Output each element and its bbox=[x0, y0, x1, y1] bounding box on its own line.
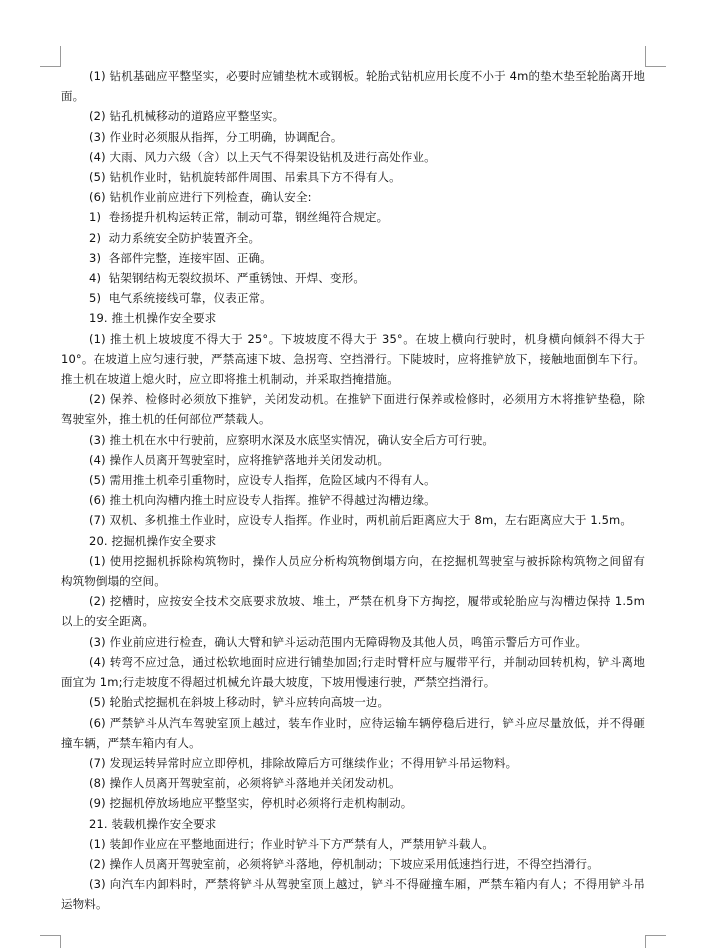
paragraph: 21. 装载机操作安全要求 bbox=[89, 816, 217, 831]
paragraph: (7) 双机、多机推土作业时，应设专人指挥。作业时，两机前后距离应大于 8m，左右距离应大于 1.5m。 bbox=[89, 513, 633, 528]
corner-mark-bottom-left bbox=[40, 935, 61, 948]
corner-mark-top-right bbox=[645, 46, 666, 67]
corner-mark-bottom-right bbox=[645, 935, 666, 948]
sub-list-item: 4) 钻架钢结构无裂纹损坏、严重锈蚀、开焊、变形。 bbox=[89, 271, 366, 286]
paragraph: (1) 使用挖掘机拆除构筑物时，操作人员应分析构筑物倒塌方向，在挖掘机驾驶室与被拆除构筑物之间留有构筑物倒塌的空间。 bbox=[61, 553, 645, 589]
paragraph: (6) 严禁铲斗从汽车驾驶室顶上越过，装车作业时，应待运输车辆停稳后进行，铲斗应尽量放低，并不得砸撞车辆，严禁车箱内有人。 bbox=[61, 715, 645, 750]
paragraph: 20. 挖掘机操作安全要求 bbox=[89, 533, 217, 548]
paragraph: (3) 作业时必须服从指挥，分工明确，协调配合。 bbox=[89, 129, 343, 144]
paragraph: (7) 发现运转异常时应立即停机，排除故障后方可继续作业；不得用铲斗吊运物料。 bbox=[89, 755, 518, 770]
paragraph: (4) 大雨、风力六级（含）以上天气不得架设钻机及进行高处作业。 bbox=[89, 149, 436, 164]
sub-list-item: 3) 各部件完整，连接牢固、正确。 bbox=[89, 250, 272, 265]
paragraph: (4) 操作人员离开驾驶室时，应将推铲落地并关闭发动机。 bbox=[89, 452, 390, 467]
paragraph: (2) 钻孔机械移动的道路应平整坚实。 bbox=[89, 109, 285, 124]
paragraph: (6) 推土机向沟槽内推土时应设专人指挥。推铲不得越过沟槽边缘。 bbox=[89, 493, 436, 508]
document-body bbox=[61, 66, 645, 915]
sub-list-item: 1) 卷扬提升机构运转正常，制动可靠，钢丝绳符合规定。 bbox=[89, 210, 389, 225]
paragraph: (3) 向汽车内卸料时，严禁将铲斗从驾驶室顶上越过，铲斗不得碰撞车厢，严禁车箱内有人；不得用铲斗吊运物料。 bbox=[61, 877, 645, 912]
paragraph: (2) 保养、检修时必须放下推铲，关闭发动机。在推铲下面进行保养或检修时，必须用方木将推铲垫稳，除驾驶室外，推土机的任何部位严禁载人。 bbox=[61, 392, 645, 427]
paragraph: (1) 推土机上坡坡度不得大于 25°。下坡坡度不得大于 35°。在坡上横向行驶时，机身横向倾斜不得大于 10°。在坡道上应匀速行驶，严禁高速下坡、急拐弯、空挡滑行。下陡坡时，应将推铲放下，接触地面倒车下行。推土机在坡道上熄火时，应立即将推土机制动，并采取挡掩措施。 bbox=[61, 331, 645, 387]
sub-list-item: 5) 电气系统接线可靠，仪表正常。 bbox=[89, 291, 272, 306]
paragraph: (4) 转弯不应过急，通过松软地面时应进行铺垫加固;行走时臂杆应与履带平行，并制动回转机构，铲斗离地面宜为 1m;行走坡度不得超过机械允许最大坡度，下坡用慢速行驶，严禁空挡滑行。 bbox=[61, 654, 645, 690]
paragraph: 19. 推土机操作安全要求 bbox=[89, 311, 217, 326]
sub-list-item: 2) 动力系统安全防护装置齐全。 bbox=[89, 230, 261, 245]
paragraph: (2) 操作人员离开驾驶室前，必须将铲斗落地，停机制动；下坡应采用低速挡行进，不得空挡滑行。 bbox=[89, 856, 599, 871]
paragraph: (8) 操作人员离开驾驶室前，必须将铲斗落地并关闭发动机。 bbox=[89, 776, 401, 791]
paragraph: (5) 需用推土机牵引重物时，应设专人指挥，危险区域内不得有人。 bbox=[89, 473, 436, 488]
paragraph: (2) 挖槽时，应按安全技术交底要求放坡、堆土，严禁在机身下方掏挖，履带或轮胎应与沟槽边保持 1.5m 以上的安全距离。 bbox=[61, 594, 645, 629]
paragraph: (1) 钻机基础应平整坚实，必要时应铺垫枕木或钢板。轮胎式钻机应用长度不小于 4m的垫木垫至轮胎离开地面。 bbox=[61, 69, 645, 104]
paragraph: (3) 作业前应进行检查，确认大臂和铲斗运动范围内无障碍物及其他人员，鸣笛示警后方可作业。 bbox=[89, 634, 588, 649]
paragraph: (1) 装卸作业应在平整地面进行；作业时铲斗下方严禁有人，严禁用铲斗载人。 bbox=[89, 836, 494, 851]
paragraph: (3) 推土机在水中行驶前，应察明水深及水底坚实情况，确认安全后方可行驶。 bbox=[89, 432, 494, 447]
paragraph: (5) 轮胎式挖掘机在斜坡上移动时，铲斗应转向高坡一边。 bbox=[89, 695, 390, 710]
paragraph: (9) 挖掘机停放场地应平整坚实，停机时必须将行走机构制动。 bbox=[89, 796, 413, 811]
paragraph: (6) 钻机作业前应进行下列检查，确认安全: bbox=[89, 190, 312, 205]
paragraph: (5) 钻机作业时，钻机旋转部件周围、吊索具下方不得有人。 bbox=[89, 170, 401, 185]
corner-mark-top-left bbox=[40, 46, 61, 67]
